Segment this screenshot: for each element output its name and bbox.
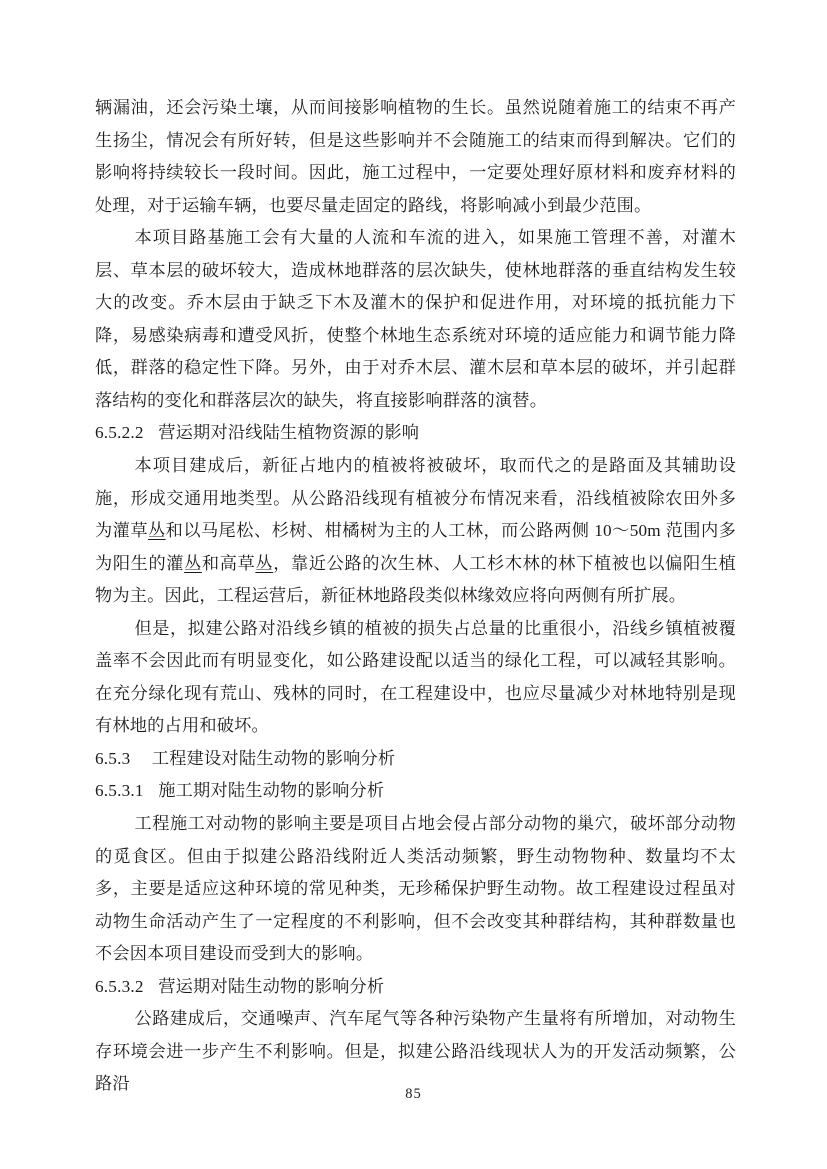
heading-title: 营运期对沿线陆生植物资源的影响: [158, 423, 420, 443]
paragraph-text: ，靠近公路的次生林、人工杉木林的林下植被也以偏阳生植物为主。因此，工程运营后，新征林地路段类似林缘效应将向两侧有所扩展。: [95, 553, 737, 606]
paragraph: [95, 92, 736, 222]
document-body: [95, 92, 736, 1101]
paragraph: [95, 450, 736, 613]
heading-title: 施工期对陆生动物的影响分析: [158, 781, 385, 801]
paragraph: [95, 222, 736, 417]
paragraph-text: 但是，拟建公路对沿线乡镇的植被的损失占总量的比重很小，沿线乡镇植被覆盖率不会因此而有明显变化，如公路建设配以适当的绿化工程，可以减轻其影响。在充分绿化现有荒山、残林的同时，在工程建设中，也应尽量减少对林地特别是现有林地的占用和破坏。: [95, 618, 736, 736]
paragraph-text: 公路建成后，交通噪声、汽车尾气等各种污染物产生量将有所增加，对动物生存环境会进一步产生不利影响。但是，拟建公路沿线现状人为的开发活动频繁，公路沿: [95, 1009, 736, 1094]
heading-number: 6.5.3: [95, 748, 131, 768]
paragraph-text: 辆漏油，还会污染土壤，从而间接影响植物的生长。虽然说随着施工的结束不再产生扬尘，情况会有所好转，但是这些影响并不会随施工的结束而得到解决。它们的影响将持续较长一段时间。因此，施工过程中，一定要处理好原材料和废弃材料的处理，对于运输车辆，也要尽量走固定的路线，将影响减小到最少范围。: [95, 98, 736, 215]
underlined-character: 丛: [255, 553, 274, 573]
heading-title: 营运期对陆生动物的影响分析: [158, 976, 385, 996]
section-heading-6-5-3-2: [95, 971, 736, 1004]
heading-number: 6.5.2.2: [95, 423, 144, 443]
paragraph: [95, 613, 736, 743]
section-heading-6-5-3: [95, 743, 736, 776]
paragraph-text: 本项目建成后，新征占地内的植被将被破坏，取而代之的是路面及其辅助设施，形成交通用地类型。从公路沿线现有植被分布情况来看，沿线植被除农田外多为灌草: [95, 456, 736, 541]
underlined-character: 丛: [184, 553, 202, 573]
paragraph-text: 工程施工对动物的影响主要是项目占地会侵占部分动物的巢穴，破坏部分动物的觅食区。但由于拟建公路沿线附近人类活动频繁，野生动物物种、数量均不太多，主要是适应这种环境的常见种类，无珍稀保护野生动物。故工程建设过程虽对动物生命活动产生了一定程度的不利影响，但不会改变其种群结构，其种群数量也不会因本项目建设而受到大的影响。: [95, 814, 736, 964]
paragraph-text: 本项目路基施工会有大量的人流和车流的进入，如果施工管理不善，对灌木层、草本层的破坏较大，造成林地群落的层次缺失，使林地群落的垂直结构发生较大的改变。乔木层由于缺乏下木及灌木的保护和促进作用，对环境的抵抗能力下降，易感染病毒和遭受风折，使整个林地生态系统对环境的适应能力和调节能力降低，群落的稳定性下降。另外，由于对乔木层、灌木层和草本层的破坏，并引起群落结构的变化和群落层次的缺失，将直接影响群落的演替。: [95, 228, 736, 410]
paragraph-text: 和以马尾松、杉树、柑橘树为主的人工林，而公路两侧 10～50m 范围内多为阳生的灌: [95, 521, 737, 573]
page-number: 85: [405, 1086, 422, 1102]
section-heading-6-5-2-2: [95, 417, 736, 450]
heading-number: 6.5.3.1: [95, 781, 144, 801]
paragraph: [95, 808, 736, 971]
section-heading-6-5-3-1: [95, 775, 736, 808]
underlined-character: 丛: [147, 521, 166, 541]
heading-number: 6.5.3.2: [95, 976, 144, 996]
heading-title: 工程建设对陆生动物的影响分析: [151, 748, 396, 768]
paragraph-text: 和高草: [201, 553, 256, 573]
